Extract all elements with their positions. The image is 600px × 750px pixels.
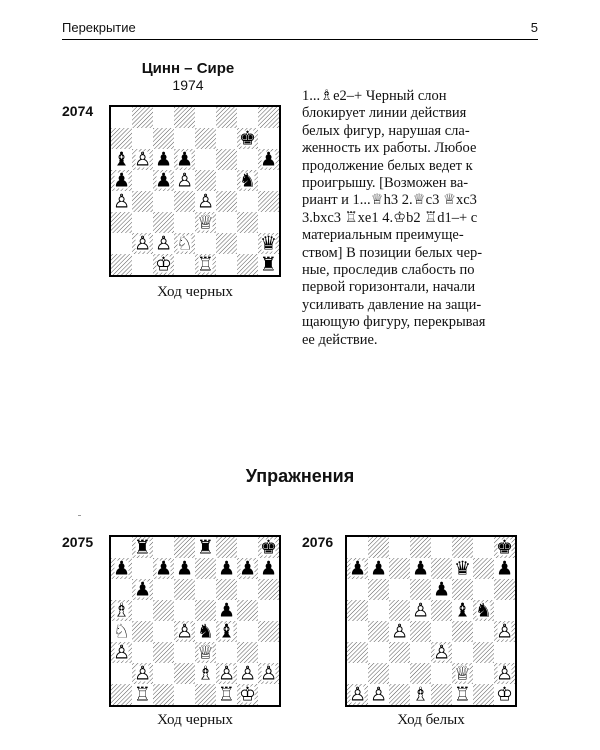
dark-square [473, 684, 494, 705]
dark-square [111, 212, 132, 233]
black-pawn-icon: ♟ [495, 557, 514, 580]
light-square [153, 579, 174, 600]
solution-line: 3.bxc3 ♖xe1 4.♔b2 ♖d1–+ с [302, 209, 478, 226]
black-bishop-icon: ♝ [217, 620, 236, 643]
black-pawn-icon: ♟ [369, 557, 388, 580]
black-pawn-icon: ♟ [133, 578, 152, 601]
dark-square [216, 579, 237, 600]
light-square [195, 233, 216, 254]
dark-square [195, 170, 216, 191]
light-square [347, 579, 368, 600]
white-rook-icon: ♖ [196, 253, 215, 275]
diagram-number: 2075 [62, 534, 94, 550]
dark-square [216, 191, 237, 212]
light-square [174, 212, 195, 233]
dark-square [368, 663, 389, 684]
white-rook-icon: ♖ [133, 683, 152, 705]
white-pawn-icon: ♙ [154, 232, 173, 255]
white-queen-icon: ♕ [453, 662, 472, 685]
diagram-caption: Ход черных [157, 284, 233, 300]
solution-line: первой горизонтали, начали [302, 279, 476, 296]
running-header [62, 18, 538, 40]
white-pawn-icon: ♙ [411, 599, 430, 622]
white-pawn-icon: ♙ [238, 662, 257, 685]
dark-square [153, 642, 174, 663]
light-square [494, 600, 515, 621]
black-pawn-icon: ♟ [238, 557, 257, 580]
light-square [473, 579, 494, 600]
solution-line: блокирует линии действия [302, 105, 467, 122]
light-square [153, 621, 174, 642]
black-pawn-icon: ♟ [217, 557, 236, 580]
light-square [132, 254, 153, 275]
light-square [132, 642, 153, 663]
dark-square [195, 600, 216, 621]
light-square [132, 600, 153, 621]
board-canvas [347, 537, 515, 705]
black-pawn-icon: ♟ [348, 557, 367, 580]
solution-line: риант и 1...♕h3 2.♕c3 ♕xc3 [302, 192, 477, 209]
black-knight-icon: ♞ [196, 620, 215, 643]
solution-line: щающую фигуру, перекрывая [302, 314, 486, 331]
white-bishop-icon: ♗ [112, 599, 131, 622]
page-number: 5 [530, 20, 538, 35]
black-rook-icon: ♜ [259, 253, 278, 275]
light-square [174, 600, 195, 621]
black-bishop-icon: ♝ [112, 148, 131, 171]
solution-line: 1...♗e2–+ Черный слон [302, 88, 447, 104]
dark-square [452, 537, 473, 558]
black-pawn-icon: ♟ [112, 557, 131, 580]
black-knight-icon: ♞ [474, 599, 493, 622]
white-pawn-icon: ♙ [133, 662, 152, 685]
dark-square [347, 600, 368, 621]
light-square [111, 537, 132, 558]
light-square [111, 663, 132, 684]
section-title: Упражнения [245, 466, 355, 486]
light-square [153, 191, 174, 212]
white-pawn-icon: ♙ [133, 148, 152, 171]
white-pawn-icon: ♙ [390, 620, 409, 643]
light-square [258, 642, 279, 663]
dark-square [368, 621, 389, 642]
dark-square [258, 579, 279, 600]
light-square [132, 212, 153, 233]
dark-square [431, 558, 452, 579]
dark-square [237, 600, 258, 621]
dark-square [473, 558, 494, 579]
light-square [195, 149, 216, 170]
light-square [258, 212, 279, 233]
light-square [174, 128, 195, 149]
white-pawn-icon: ♙ [217, 662, 236, 685]
black-king-icon: ♚ [238, 127, 257, 150]
dark-square [473, 642, 494, 663]
white-king-icon: ♔ [495, 683, 514, 705]
dark-square [389, 558, 410, 579]
black-pawn-icon: ♟ [175, 148, 194, 171]
light-square [132, 128, 153, 149]
dark-square [410, 579, 431, 600]
light-square [174, 684, 195, 705]
light-square [132, 170, 153, 191]
light-square [473, 537, 494, 558]
white-pawn-icon: ♙ [369, 683, 388, 705]
dark-square [195, 558, 216, 579]
diagram-caption: Ход черных [157, 712, 233, 728]
dark-square [410, 621, 431, 642]
white-pawn-icon: ♙ [495, 662, 514, 685]
light-square [153, 663, 174, 684]
light-square [216, 254, 237, 275]
light-square [431, 621, 452, 642]
white-rook-icon: ♖ [217, 683, 236, 705]
solution-line: усиливать давление на защи- [302, 296, 482, 313]
dark-square [452, 621, 473, 642]
solution-line: ные, проследив слабость по [302, 262, 475, 279]
light-square [347, 537, 368, 558]
dark-square [174, 537, 195, 558]
light-square [473, 621, 494, 642]
light-square [452, 642, 473, 663]
dark-square [389, 684, 410, 705]
white-bishop-icon: ♗ [196, 662, 215, 685]
light-square [237, 191, 258, 212]
diagram-number: 2076 [302, 534, 334, 550]
dark-square [174, 107, 195, 128]
dark-square [258, 621, 279, 642]
dark-square [368, 579, 389, 600]
dark-square [237, 212, 258, 233]
diagram-number: 2074 [62, 103, 94, 119]
white-pawn-icon: ♙ [432, 641, 451, 664]
dark-square [216, 537, 237, 558]
white-pawn-icon: ♙ [348, 683, 367, 705]
dark-square [347, 642, 368, 663]
dark-square [431, 600, 452, 621]
solution-line: материальным преимуще- [302, 227, 464, 244]
black-pawn-icon: ♟ [154, 148, 173, 171]
light-square [174, 642, 195, 663]
dark-square [174, 663, 195, 684]
dark-square [153, 128, 174, 149]
white-pawn-icon: ♙ [112, 641, 131, 664]
light-square [216, 128, 237, 149]
solution-line: женность их работы. Любое [302, 140, 477, 157]
light-square [153, 537, 174, 558]
white-pawn-icon: ♙ [112, 190, 131, 213]
light-square [237, 233, 258, 254]
dark-square [111, 128, 132, 149]
light-square [389, 537, 410, 558]
black-rook-icon: ♜ [133, 537, 152, 559]
board-canvas [111, 537, 279, 705]
dark-square [216, 107, 237, 128]
light-square [389, 579, 410, 600]
light-square [258, 600, 279, 621]
light-square [237, 537, 258, 558]
black-queen-icon: ♛ [453, 557, 472, 580]
black-knight-icon: ♞ [238, 169, 257, 192]
light-square [258, 128, 279, 149]
black-pawn-icon: ♟ [259, 557, 278, 580]
dark-square [452, 579, 473, 600]
light-square [389, 663, 410, 684]
white-pawn-icon: ♙ [133, 232, 152, 255]
game-players: Цинн – Сире [141, 60, 235, 77]
dark-square [111, 254, 132, 275]
white-knight-icon: ♘ [112, 620, 131, 643]
black-king-icon: ♚ [495, 537, 514, 559]
white-pawn-icon: ♙ [175, 620, 194, 643]
dark-square [410, 663, 431, 684]
light-square [195, 107, 216, 128]
dark-square [237, 254, 258, 275]
dark-square [431, 684, 452, 705]
game-year: 1974 [172, 77, 204, 93]
dark-square [111, 684, 132, 705]
dark-square [389, 600, 410, 621]
light-square [258, 684, 279, 705]
white-queen-icon: ♕ [196, 641, 215, 664]
black-pawn-icon: ♟ [154, 557, 173, 580]
dark-square [410, 537, 431, 558]
solution-line: белых фигур, нарушая сла- [302, 122, 470, 139]
black-pawn-icon: ♟ [411, 557, 430, 580]
light-square [111, 107, 132, 128]
chess-board-2076 [345, 535, 517, 707]
chapter-title: Перекрытие [62, 20, 136, 35]
chess-board-2075 [109, 535, 281, 707]
light-square [111, 579, 132, 600]
light-square [431, 663, 452, 684]
light-square [216, 642, 237, 663]
dark-square [258, 107, 279, 128]
dark-square [368, 537, 389, 558]
white-pawn-icon: ♙ [259, 662, 278, 685]
black-bishop-icon: ♝ [453, 599, 472, 622]
light-square [473, 663, 494, 684]
light-square [237, 149, 258, 170]
light-square [153, 107, 174, 128]
dark-square [195, 128, 216, 149]
light-square [494, 642, 515, 663]
dark-square [153, 600, 174, 621]
solution-line: ее действие. [302, 331, 378, 348]
dark-square [258, 191, 279, 212]
white-pawn-icon: ♙ [495, 620, 514, 643]
light-square [216, 212, 237, 233]
diagram-caption: Ход белых [397, 712, 465, 728]
light-square [347, 621, 368, 642]
light-square [410, 642, 431, 663]
chess-board-2074 [109, 105, 281, 277]
white-king-icon: ♔ [154, 253, 173, 275]
black-pawn-icon: ♟ [432, 578, 451, 601]
dark-square [174, 579, 195, 600]
dark-square [132, 107, 153, 128]
white-pawn-icon: ♙ [175, 169, 194, 192]
black-pawn-icon: ♟ [175, 557, 194, 580]
header-rule [62, 39, 538, 40]
dark-square [132, 621, 153, 642]
dark-square [216, 233, 237, 254]
black-pawn-icon: ♟ [154, 169, 173, 192]
black-king-icon: ♚ [259, 537, 278, 559]
dark-square [153, 684, 174, 705]
light-square [347, 663, 368, 684]
dark-square [132, 191, 153, 212]
white-pawn-icon: ♙ [196, 190, 215, 213]
light-square [258, 170, 279, 191]
dark-square [216, 149, 237, 170]
white-bishop-icon: ♗ [411, 683, 430, 705]
solution-text [302, 88, 538, 349]
solution-line: продолжение белых ведет к [302, 157, 473, 174]
light-square [431, 537, 452, 558]
solution-line: проигрышу. [Возможен ва- [302, 175, 469, 192]
light-square [216, 170, 237, 191]
black-queen-icon: ♛ [259, 232, 278, 255]
black-pawn-icon: ♟ [217, 599, 236, 622]
solution-line: ством] В позиции белых чер- [302, 244, 483, 261]
white-knight-icon: ♘ [175, 232, 194, 255]
white-rook-icon: ♖ [453, 683, 472, 705]
stray-mark [78, 515, 81, 516]
light-square [368, 642, 389, 663]
dark-square [174, 191, 195, 212]
light-square [132, 558, 153, 579]
dark-square [153, 212, 174, 233]
black-pawn-icon: ♟ [259, 148, 278, 171]
dark-square [237, 642, 258, 663]
light-square [368, 600, 389, 621]
light-square [111, 233, 132, 254]
dark-square [494, 579, 515, 600]
light-square [237, 621, 258, 642]
light-square [195, 579, 216, 600]
black-rook-icon: ♜ [196, 537, 215, 559]
dark-square [389, 642, 410, 663]
black-pawn-icon: ♟ [112, 169, 131, 192]
board-canvas [111, 107, 279, 275]
white-king-icon: ♔ [238, 683, 257, 705]
light-square [237, 107, 258, 128]
light-square [237, 579, 258, 600]
light-square [174, 254, 195, 275]
dark-square [195, 684, 216, 705]
white-queen-icon: ♕ [196, 211, 215, 234]
